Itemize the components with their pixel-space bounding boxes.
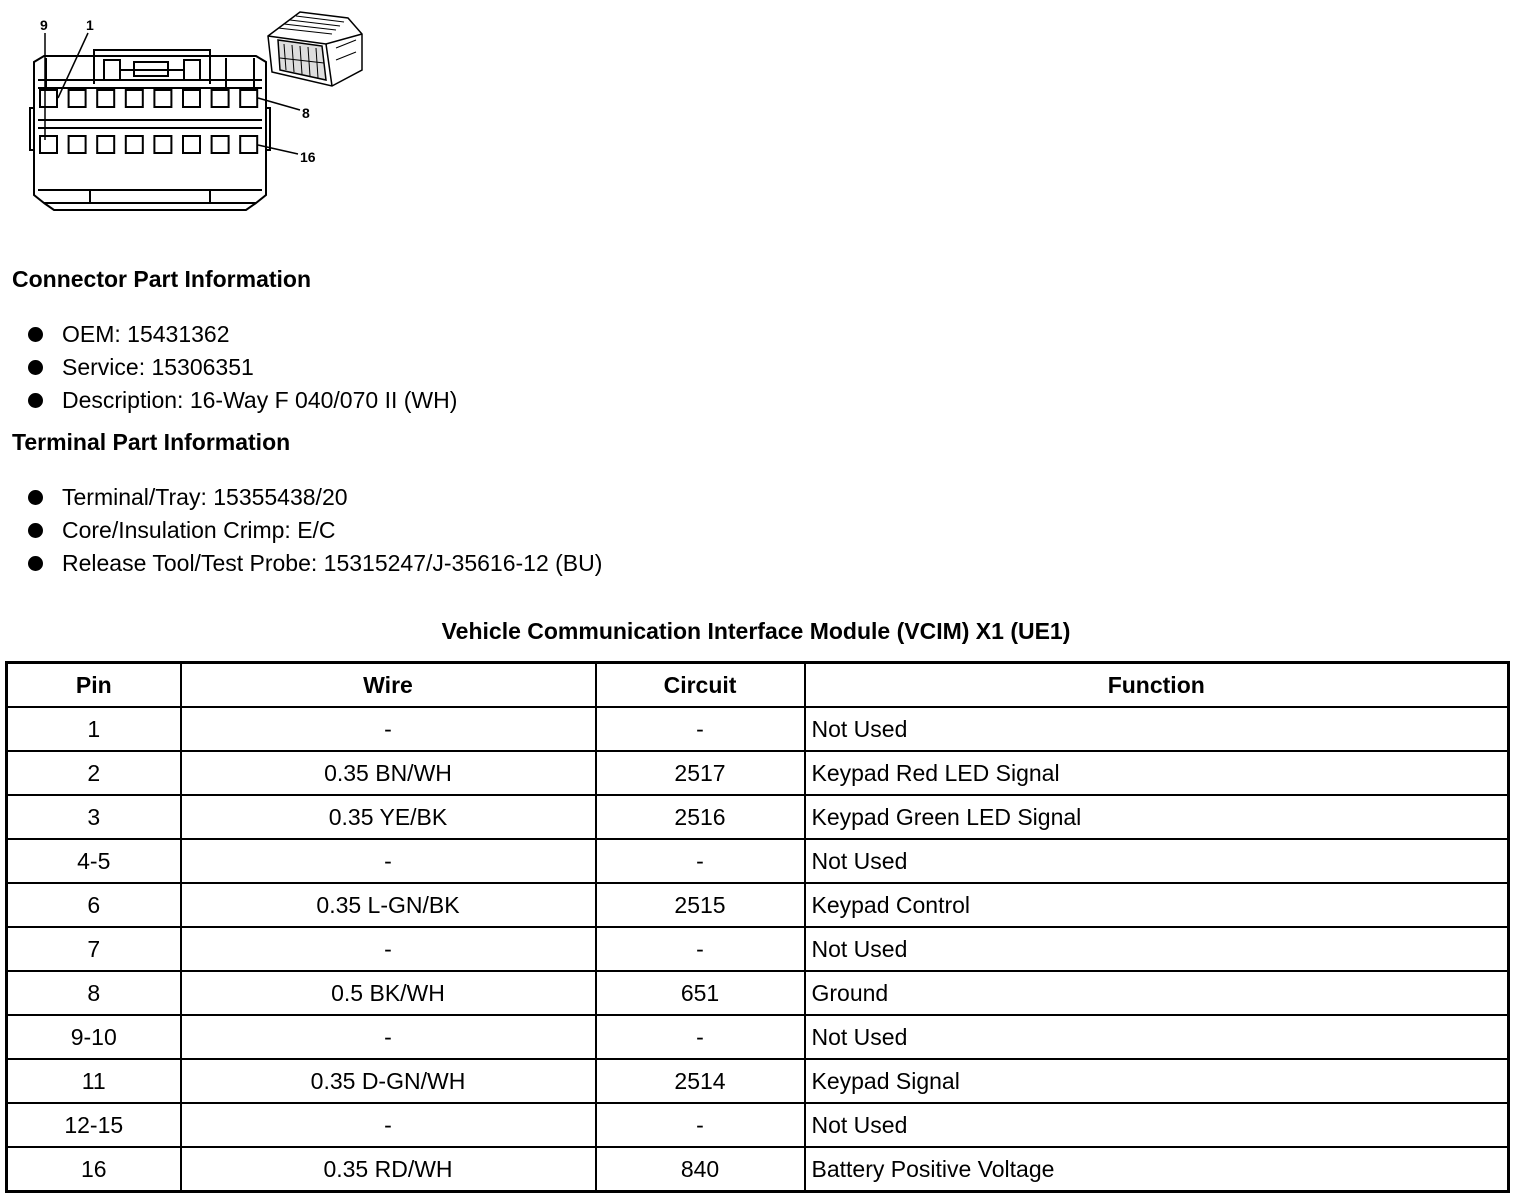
cell-pin: 16 bbox=[7, 1147, 181, 1192]
cell-wire: - bbox=[181, 927, 596, 971]
cell-function: Keypad Control bbox=[805, 883, 1509, 927]
table-row bbox=[7, 1015, 1509, 1059]
terminal-part-info-list bbox=[28, 481, 602, 580]
cavity-row-bottom bbox=[40, 136, 257, 153]
table-row bbox=[7, 795, 1509, 839]
column-header-wire: Wire bbox=[181, 663, 596, 708]
terminal-cavity bbox=[97, 90, 114, 107]
cell-function: Not Used bbox=[805, 839, 1509, 883]
table-row bbox=[7, 839, 1509, 883]
list-item-text: Release Tool/Test Probe: 15315247/J-35616-12 (BU) bbox=[62, 550, 603, 576]
list-item-text: Service: 15306351 bbox=[62, 354, 254, 380]
cell-wire: 0.35 BN/WH bbox=[181, 751, 596, 795]
list-item bbox=[28, 481, 602, 514]
terminal-cavity bbox=[126, 90, 143, 107]
cell-function: Not Used bbox=[805, 707, 1509, 751]
table-body bbox=[7, 707, 1509, 1192]
column-header-pin: Pin bbox=[7, 663, 181, 708]
list-item-text: Terminal/Tray: 15355438/20 bbox=[62, 484, 348, 510]
cell-pin: 3 bbox=[7, 795, 181, 839]
cell-wire: - bbox=[181, 1015, 596, 1059]
cell-circuit: - bbox=[596, 839, 805, 883]
cell-wire: 0.35 YE/BK bbox=[181, 795, 596, 839]
cell-wire: - bbox=[181, 1103, 596, 1147]
bullet-icon bbox=[28, 490, 43, 505]
bullet-icon bbox=[28, 327, 43, 342]
cell-function: Not Used bbox=[805, 1015, 1509, 1059]
terminal-cavity bbox=[97, 136, 114, 153]
cell-wire: 0.35 L-GN/BK bbox=[181, 883, 596, 927]
cell-wire: - bbox=[181, 707, 596, 751]
cell-pin: 11 bbox=[7, 1059, 181, 1103]
cell-pin: 6 bbox=[7, 883, 181, 927]
cell-wire: 0.35 RD/WH bbox=[181, 1147, 596, 1192]
cavity-row-top bbox=[40, 90, 257, 107]
table-row bbox=[7, 927, 1509, 971]
terminal-cavity bbox=[212, 136, 229, 153]
connector-3d-thumbnail bbox=[268, 12, 362, 86]
list-item bbox=[28, 384, 457, 417]
cell-circuit: 2515 bbox=[596, 883, 805, 927]
list-item bbox=[28, 514, 602, 547]
cell-function: Keypad Signal bbox=[805, 1059, 1509, 1103]
table-header-row bbox=[7, 663, 1509, 708]
cell-wire: 0.35 D-GN/WH bbox=[181, 1059, 596, 1103]
terminal-cavity bbox=[69, 90, 86, 107]
connector-part-info-heading: Connector Part Information bbox=[12, 266, 312, 292]
connector-diagram bbox=[0, 0, 400, 230]
bullet-icon bbox=[28, 523, 43, 538]
list-item-text: Description: 16-Way F 040/070 II (WH) bbox=[62, 387, 458, 413]
cell-pin: 1 bbox=[7, 707, 181, 751]
cell-pin: 4-5 bbox=[7, 839, 181, 883]
terminal-cavity bbox=[240, 136, 257, 153]
bullet-icon bbox=[28, 556, 43, 571]
column-header-function: Function bbox=[805, 663, 1509, 708]
callout-16: 16 bbox=[300, 149, 316, 165]
cell-circuit: 2514 bbox=[596, 1059, 805, 1103]
table-row bbox=[7, 971, 1509, 1015]
cell-wire: 0.5 BK/WH bbox=[181, 971, 596, 1015]
callout-16-leader bbox=[258, 145, 298, 154]
table-row bbox=[7, 1147, 1509, 1192]
connector-part-info-list bbox=[28, 318, 457, 417]
terminal-cavity bbox=[183, 90, 200, 107]
list-item-text: Core/Insulation Crimp: E/C bbox=[62, 517, 336, 543]
terminal-part-info-heading: Terminal Part Information bbox=[12, 429, 291, 455]
cell-pin: 2 bbox=[7, 751, 181, 795]
cell-circuit: 2516 bbox=[596, 795, 805, 839]
cell-pin: 8 bbox=[7, 971, 181, 1015]
terminal-cavity bbox=[40, 90, 57, 107]
bullet-icon bbox=[28, 360, 43, 375]
cell-circuit: - bbox=[596, 927, 805, 971]
callout-8-leader bbox=[258, 98, 300, 110]
cell-function: Battery Positive Voltage bbox=[805, 1147, 1509, 1192]
list-item bbox=[28, 547, 602, 580]
cell-circuit: 2517 bbox=[596, 751, 805, 795]
cell-function: Keypad Green LED Signal bbox=[805, 795, 1509, 839]
table-row bbox=[7, 883, 1509, 927]
bullet-icon bbox=[28, 393, 43, 408]
cell-wire: - bbox=[181, 839, 596, 883]
table-row bbox=[7, 707, 1509, 751]
terminal-cavity bbox=[40, 136, 57, 153]
cell-pin: 9-10 bbox=[7, 1015, 181, 1059]
cell-circuit: - bbox=[596, 707, 805, 751]
pinout-table bbox=[5, 661, 1510, 1193]
callout-9: 9 bbox=[40, 17, 48, 33]
callout-8: 8 bbox=[302, 105, 310, 121]
terminal-cavity bbox=[154, 136, 171, 153]
table-title: Vehicle Communication Interface Module (VCIM) X1 (UE1) bbox=[441, 618, 1071, 644]
terminal-cavity bbox=[212, 90, 229, 107]
cell-function: Not Used bbox=[805, 927, 1509, 971]
cell-pin: 12-15 bbox=[7, 1103, 181, 1147]
terminal-cavity bbox=[183, 136, 200, 153]
column-header-circuit: Circuit bbox=[596, 663, 805, 708]
cell-circuit: 651 bbox=[596, 971, 805, 1015]
cell-circuit: 840 bbox=[596, 1147, 805, 1192]
callout-1: 1 bbox=[86, 17, 94, 33]
cell-function: Keypad Red LED Signal bbox=[805, 751, 1509, 795]
table-row bbox=[7, 1059, 1509, 1103]
cell-function: Ground bbox=[805, 971, 1509, 1015]
cell-circuit: - bbox=[596, 1015, 805, 1059]
list-item bbox=[28, 318, 457, 351]
connector-body-outline bbox=[34, 56, 266, 203]
terminal-cavity bbox=[126, 136, 143, 153]
cell-pin: 7 bbox=[7, 927, 181, 971]
list-item-text: OEM: 15431362 bbox=[62, 321, 230, 347]
terminal-cavity bbox=[240, 90, 257, 107]
terminal-cavity bbox=[154, 90, 171, 107]
cell-function: Not Used bbox=[805, 1103, 1509, 1147]
cell-circuit: - bbox=[596, 1103, 805, 1147]
list-item bbox=[28, 351, 457, 384]
table-row bbox=[7, 751, 1509, 795]
terminal-cavity bbox=[69, 136, 86, 153]
table-row bbox=[7, 1103, 1509, 1147]
